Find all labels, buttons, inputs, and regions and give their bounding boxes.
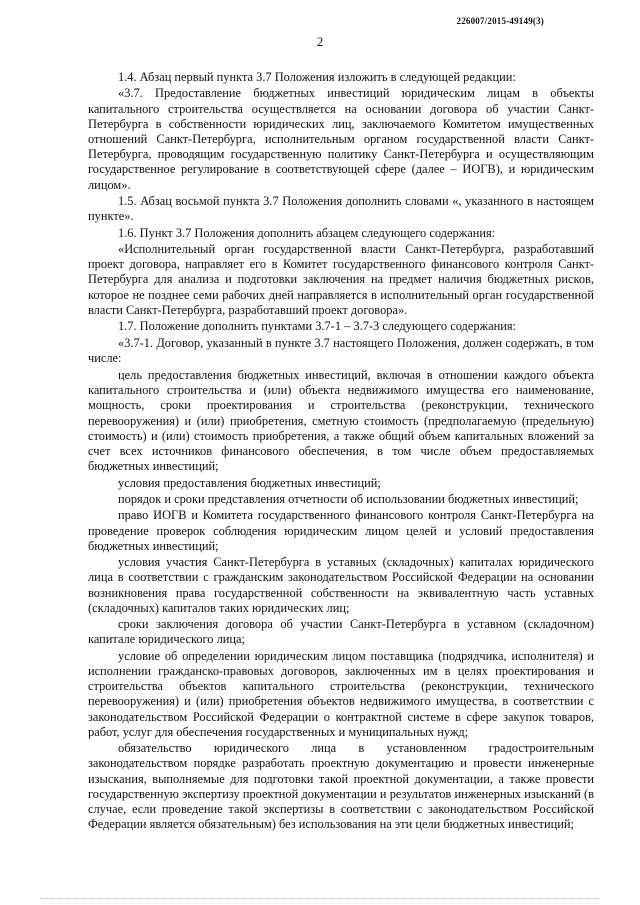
- paragraph-1-7: 1.7. Положение дополнить пунктами 3.7-1 – 3.7-3 следующего содержания:: [118, 319, 516, 334]
- list-item-obligation: обязательство юридического лица в установленном градостроительным законодательством порядке разработать проектную документацию и провести инженерные изыскания, выполняемые для подготовки такой проектной документации, а также провести государственную экспертизу проектной документации и результатов инженерных изысканий (в случае, если проведение такой экспертизы в соответствии с законодательством Российской Федерации является обязательным) без использования на эти цели бюджетных инвестиций;: [88, 741, 594, 832]
- paragraph-3-7-quote: «3.7. Предоставление бюджетных инвестиций юридическим лицам в объекты капитального строительства осуществляется на основании договора об участии Санкт-Петербурга в собственности юридических лиц, заключаемого Комитетом имущественных отношений Санкт-Петербурга, исполнительным органом государственной власти Санкт-Петербурга, проводящим государственную политику Санкт-Петербурга и осуществляющим государственное регулирование в соответствующей сфере (далее – ИОГВ), и юридическим лицом».: [88, 86, 594, 192]
- footer-rule: [40, 898, 600, 899]
- paragraph-1-4: 1.4. Абзац первый пункта 3.7 Положения изложить в следующей редакции:: [118, 70, 516, 84]
- paragraph-1-6: 1.6. Пункт 3.7 Положения дополнить абзацем следующего содержания:: [118, 225, 496, 240]
- list-item-goal: цель предоставления бюджетных инвестиций, включая в отношении каждого объекта капитального строительства и (или) объекта недвижимого имущества его наименование, мощность, сроки проектирования и строительства (реконструкции, технического перевооружения) и (или) приобретения, сметную стоимость (предполагаемую (предельную) стоимость) и (или) стоимость приобретения, а также общий объем капитальных вложений за счет всех источников финансового обеспечения, в том числе объем предоставляемых бюджетных инвестиций;: [88, 367, 594, 474]
- paragraph-1-5: 1.5. Абзац восьмой пункта 3.7 Положения дополнить словами «, указанного в настоящем пункте».: [88, 194, 594, 224]
- list-item-inspection-right: право ИОГВ и Комитета государственного финансового контроля Санкт-Петербурга на проведение проверок соблюдения юридическим лицом целей и условий предоставления бюджетных инвестиций;: [88, 508, 594, 553]
- page-number: 2: [316, 34, 324, 49]
- list-item-supplier: условие об определении юридическим лицом поставщика (подрядчика, исполнителя) и исполнении гражданско-правовых договоров, заключенных им в целях проектирования и строительства объектов капитального строительства (реконструкции, технического перевооружения) и (или) приобретения объектов недвижимого имущества, в соответствии с законодательством Российской Федерации о контрактной системе в сфере закупок товаров, работ, услуг для обеспечения государственных и муниципальных нужд;: [88, 648, 594, 739]
- list-item-terms: сроки заключения договора об участии Санкт-Петербурга в уставном (складочном) капитале юридического лица;: [88, 617, 594, 647]
- list-item-reporting: порядок и сроки представления отчетности об использовании бюджетных инвестиций;: [118, 491, 579, 506]
- list-item-conditions: условия предоставления бюджетных инвестиций;: [118, 475, 381, 490]
- document-id: 226007/2015-49149(3): [456, 16, 544, 26]
- paragraph-3-7-1: «3.7-1. Договор, указанный в пункте 3.7 настоящего Положения, должен содержать, в том числе:: [88, 335, 594, 365]
- paragraph-1-6-quote: «Исполнительный орган государственной власти Санкт-Петербурга, разработавший проект договора, направляет его в Комитет государственного финансового контроля Санкт-Петербурга для анализа и подготовки заключения на предмет наличия бюджетных рисков, которое не позднее семи рабочих дней направляется в исполнительный орган государственной власти Санкт-Петербурга, разработавший проект договора».: [88, 241, 594, 317]
- list-item-participation: условия участия Санкт-Петербурга в уставных (складочных) капиталах юридического лица в соответствии с гражданским законодательством Российской Федерации на основании возникновения права государственной собственности на эквивалентную часть уставных (складочных) капиталов таких юридических лиц;: [88, 555, 594, 615]
- document-body: [88, 70, 594, 834]
